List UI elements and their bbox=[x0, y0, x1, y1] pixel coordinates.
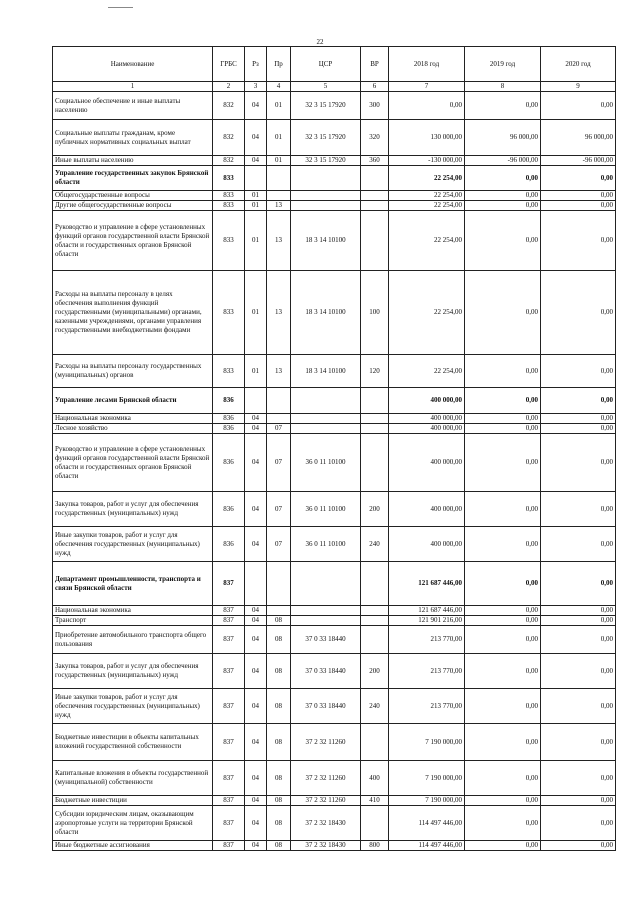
row-name: Лесное хозяйство bbox=[53, 424, 213, 434]
amount-2018: 130 000,00 bbox=[389, 120, 465, 156]
amount-2018: 0,00 bbox=[389, 92, 465, 120]
table-row bbox=[53, 654, 616, 689]
rz-cell: 04 bbox=[245, 606, 267, 616]
rz-cell: 04 bbox=[245, 761, 267, 796]
amount-2020: 0,00 bbox=[541, 211, 616, 271]
grbs-cell: 836 bbox=[213, 388, 245, 414]
amount-2018: 7 190 000,00 bbox=[389, 796, 465, 806]
grbs-cell: 837 bbox=[213, 796, 245, 806]
vr-cell bbox=[361, 211, 389, 271]
grbs-cell: 837 bbox=[213, 841, 245, 851]
header-cell: ГРБС bbox=[213, 47, 245, 82]
table-row bbox=[53, 527, 616, 562]
grbs-cell: 837 bbox=[213, 654, 245, 689]
header-cell: 2020 год bbox=[541, 47, 616, 82]
amount-2018: 7 190 000,00 bbox=[389, 724, 465, 761]
csr-cell bbox=[291, 606, 361, 616]
amount-2019: 0,00 bbox=[465, 211, 541, 271]
amount-2018: 400 000,00 bbox=[389, 527, 465, 562]
amount-2019: -96 000,00 bbox=[465, 156, 541, 166]
pr-cell: 01 bbox=[267, 156, 291, 166]
amount-2020: 0,00 bbox=[541, 201, 616, 211]
amount-2020: 0,00 bbox=[541, 761, 616, 796]
row-name: Управление лесами Брянской области bbox=[53, 388, 213, 414]
csr-cell bbox=[291, 388, 361, 414]
amount-2019: 0,00 bbox=[465, 689, 541, 724]
csr-cell: 32 3 15 17920 bbox=[291, 120, 361, 156]
amount-2020: 0,00 bbox=[541, 492, 616, 527]
column-number: 3 bbox=[245, 82, 267, 92]
amount-2020: 0,00 bbox=[541, 689, 616, 724]
header-cell: ВР bbox=[361, 47, 389, 82]
amount-2018: -130 000,00 bbox=[389, 156, 465, 166]
amount-2019: 96 000,00 bbox=[465, 120, 541, 156]
table-row bbox=[53, 689, 616, 724]
rz-cell: 04 bbox=[245, 724, 267, 761]
vr-cell: 300 bbox=[361, 92, 389, 120]
amount-2018: 400 000,00 bbox=[389, 424, 465, 434]
pr-cell: 07 bbox=[267, 492, 291, 527]
table-row bbox=[53, 355, 616, 388]
table-row bbox=[53, 414, 616, 424]
csr-cell: 37 2 32 11260 bbox=[291, 761, 361, 796]
amount-2020: 0,00 bbox=[541, 562, 616, 606]
amount-2019: 0,00 bbox=[465, 841, 541, 851]
column-number: 9 bbox=[541, 82, 616, 92]
table-row bbox=[53, 796, 616, 806]
amount-2020: 0,00 bbox=[541, 654, 616, 689]
amount-2019: 0,00 bbox=[465, 434, 541, 492]
column-number: 4 bbox=[267, 82, 291, 92]
csr-cell bbox=[291, 414, 361, 424]
pr-cell bbox=[267, 562, 291, 606]
csr-cell: 36 0 11 10100 bbox=[291, 527, 361, 562]
csr-cell bbox=[291, 166, 361, 191]
rz-cell bbox=[245, 388, 267, 414]
amount-2019: 0,00 bbox=[465, 724, 541, 761]
row-name: Приобретение автомобильного транспорта общего пользования bbox=[53, 626, 213, 654]
vr-cell bbox=[361, 616, 389, 626]
vr-cell bbox=[361, 414, 389, 424]
grbs-cell: 833 bbox=[213, 191, 245, 201]
csr-cell: 37 0 33 18440 bbox=[291, 654, 361, 689]
vr-cell bbox=[361, 201, 389, 211]
vr-cell: 200 bbox=[361, 492, 389, 527]
row-name: Другие общегосударственные вопросы bbox=[53, 201, 213, 211]
table-row bbox=[53, 761, 616, 796]
grbs-cell: 837 bbox=[213, 806, 245, 841]
csr-cell: 32 3 15 17920 bbox=[291, 156, 361, 166]
row-name: Иные закупки товаров, работ и услуг для обеспечения государственных (муниципальных) нужд bbox=[53, 689, 213, 724]
table-row bbox=[53, 806, 616, 841]
vr-cell bbox=[361, 434, 389, 492]
grbs-cell: 836 bbox=[213, 424, 245, 434]
grbs-cell: 833 bbox=[213, 166, 245, 191]
pr-cell: 07 bbox=[267, 434, 291, 492]
amount-2019: 0,00 bbox=[465, 191, 541, 201]
row-name: Бюджетные инвестиции bbox=[53, 796, 213, 806]
amount-2020: 0,00 bbox=[541, 806, 616, 841]
amount-2019: 0,00 bbox=[465, 424, 541, 434]
row-name: Общегосударственные вопросы bbox=[53, 191, 213, 201]
vr-cell bbox=[361, 388, 389, 414]
row-name: Национальная экономика bbox=[53, 606, 213, 616]
amount-2018: 22 254,00 bbox=[389, 271, 465, 355]
pr-cell: 08 bbox=[267, 796, 291, 806]
amount-2018: 22 254,00 bbox=[389, 211, 465, 271]
pr-cell: 08 bbox=[267, 689, 291, 724]
amount-2020: 96 000,00 bbox=[541, 120, 616, 156]
amount-2019: 0,00 bbox=[465, 166, 541, 191]
grbs-cell: 837 bbox=[213, 562, 245, 606]
amount-2019: 0,00 bbox=[465, 92, 541, 120]
csr-cell: 37 0 33 18440 bbox=[291, 689, 361, 724]
amount-2019: 0,00 bbox=[465, 806, 541, 841]
amount-2020: 0,00 bbox=[541, 527, 616, 562]
rz-cell: 04 bbox=[245, 616, 267, 626]
amount-2019: 0,00 bbox=[465, 414, 541, 424]
header-row bbox=[53, 47, 616, 82]
rz-cell: 04 bbox=[245, 806, 267, 841]
vr-cell bbox=[361, 562, 389, 606]
amount-2018: 121 687 446,00 bbox=[389, 562, 465, 606]
column-number: 5 bbox=[291, 82, 361, 92]
amount-2018: 114 497 446,00 bbox=[389, 806, 465, 841]
grbs-cell: 832 bbox=[213, 156, 245, 166]
pr-cell: 07 bbox=[267, 527, 291, 562]
csr-cell: 37 0 33 18440 bbox=[291, 626, 361, 654]
pr-cell: 08 bbox=[267, 654, 291, 689]
table-row bbox=[53, 271, 616, 355]
rz-cell: 04 bbox=[245, 654, 267, 689]
grbs-cell: 837 bbox=[213, 761, 245, 796]
row-name: Иные закупки товаров, работ и услуг для обеспечения государственных (муниципальных) нужд bbox=[53, 527, 213, 562]
amount-2020: 0,00 bbox=[541, 388, 616, 414]
rz-cell: 01 bbox=[245, 271, 267, 355]
table-row bbox=[53, 616, 616, 626]
table-row bbox=[53, 120, 616, 156]
vr-cell bbox=[361, 606, 389, 616]
rz-cell: 01 bbox=[245, 191, 267, 201]
csr-cell: 37 2 32 18430 bbox=[291, 806, 361, 841]
rz-cell: 01 bbox=[245, 211, 267, 271]
row-name: Управление государственных закупок Брянской области bbox=[53, 166, 213, 191]
table-row bbox=[53, 424, 616, 434]
grbs-cell: 833 bbox=[213, 211, 245, 271]
csr-cell: 18 3 14 10100 bbox=[291, 355, 361, 388]
rz-cell: 01 bbox=[245, 355, 267, 388]
vr-cell: 100 bbox=[361, 271, 389, 355]
row-name: Расходы на выплаты персоналу в целях обеспечения выполнения функций государственными (муниципальными) органами, казенными учреждениями, органами управления государственными внебюджетными фондами bbox=[53, 271, 213, 355]
table-row bbox=[53, 388, 616, 414]
row-name: Иные выплаты населению bbox=[53, 156, 213, 166]
csr-cell bbox=[291, 201, 361, 211]
amount-2020: 0,00 bbox=[541, 626, 616, 654]
amount-2019: 0,00 bbox=[465, 626, 541, 654]
table-row bbox=[53, 191, 616, 201]
pr-cell bbox=[267, 606, 291, 616]
vr-cell: 800 bbox=[361, 841, 389, 851]
pr-cell: 08 bbox=[267, 806, 291, 841]
amount-2019: 0,00 bbox=[465, 654, 541, 689]
rz-cell: 04 bbox=[245, 424, 267, 434]
amount-2020: -96 000,00 bbox=[541, 156, 616, 166]
rz-cell: 01 bbox=[245, 201, 267, 211]
vr-cell: 360 bbox=[361, 156, 389, 166]
pr-cell: 13 bbox=[267, 211, 291, 271]
row-name: Национальная экономика bbox=[53, 414, 213, 424]
header-cell: 2019 год bbox=[465, 47, 541, 82]
header-cell: 2018 год bbox=[389, 47, 465, 82]
pr-cell: 01 bbox=[267, 92, 291, 120]
pr-cell bbox=[267, 414, 291, 424]
column-number: 2 bbox=[213, 82, 245, 92]
csr-cell: 37 2 32 11260 bbox=[291, 724, 361, 761]
amount-2019: 0,00 bbox=[465, 562, 541, 606]
amount-2018: 22 254,00 bbox=[389, 201, 465, 211]
rz-cell: 04 bbox=[245, 414, 267, 424]
grbs-cell: 836 bbox=[213, 414, 245, 424]
csr-cell: 37 2 32 11260 bbox=[291, 796, 361, 806]
pr-cell: 13 bbox=[267, 201, 291, 211]
row-name: Социальные выплаты гражданам, кроме публичных нормативных социальных выплат bbox=[53, 120, 213, 156]
table-row bbox=[53, 92, 616, 120]
rz-cell bbox=[245, 562, 267, 606]
amount-2018: 213 770,00 bbox=[389, 689, 465, 724]
row-name: Капитальные вложения в объекты государственной (муниципальной) собственности bbox=[53, 761, 213, 796]
row-name: Социальное обеспечение и иные выплаты населению bbox=[53, 92, 213, 120]
amount-2018: 213 770,00 bbox=[389, 654, 465, 689]
row-name: Департамент промышленности, транспорта и связи Брянской области bbox=[53, 562, 213, 606]
row-name: Руководство и управление в сфере установленных функций органов государственной власти Брянской области и государственных органов Брянской области bbox=[53, 434, 213, 492]
table-row bbox=[53, 492, 616, 527]
csr-cell: 18 3 14 10100 bbox=[291, 211, 361, 271]
csr-cell bbox=[291, 562, 361, 606]
table-row bbox=[53, 434, 616, 492]
column-number: 8 bbox=[465, 82, 541, 92]
vr-cell bbox=[361, 806, 389, 841]
amount-2019: 0,00 bbox=[465, 388, 541, 414]
pr-cell: 13 bbox=[267, 271, 291, 355]
vr-cell: 240 bbox=[361, 527, 389, 562]
pr-cell: 08 bbox=[267, 626, 291, 654]
csr-cell: 37 2 32 18430 bbox=[291, 841, 361, 851]
header-cell: Рз bbox=[245, 47, 267, 82]
grbs-cell: 836 bbox=[213, 434, 245, 492]
pr-cell: 13 bbox=[267, 355, 291, 388]
grbs-cell: 833 bbox=[213, 201, 245, 211]
pr-cell: 01 bbox=[267, 120, 291, 156]
row-name: Расходы на выплаты персоналу государственных (муниципальных) органов bbox=[53, 355, 213, 388]
amount-2019: 0,00 bbox=[465, 271, 541, 355]
vr-cell: 320 bbox=[361, 120, 389, 156]
column-number: 6 bbox=[361, 82, 389, 92]
amount-2020: 0,00 bbox=[541, 616, 616, 626]
rz-cell: 04 bbox=[245, 492, 267, 527]
table-row bbox=[53, 562, 616, 606]
pr-cell bbox=[267, 166, 291, 191]
row-name: Транспорт bbox=[53, 616, 213, 626]
grbs-cell: 833 bbox=[213, 271, 245, 355]
rz-cell bbox=[245, 166, 267, 191]
pr-cell bbox=[267, 191, 291, 201]
amount-2020: 0,00 bbox=[541, 724, 616, 761]
amount-2018: 22 254,00 bbox=[389, 355, 465, 388]
csr-cell: 18 3 14 10100 bbox=[291, 271, 361, 355]
grbs-cell: 837 bbox=[213, 606, 245, 616]
amount-2019: 0,00 bbox=[465, 492, 541, 527]
vr-cell: 410 bbox=[361, 796, 389, 806]
amount-2020: 0,00 bbox=[541, 166, 616, 191]
table-row bbox=[53, 166, 616, 191]
vr-cell bbox=[361, 724, 389, 761]
grbs-cell: 837 bbox=[213, 689, 245, 724]
grbs-cell: 837 bbox=[213, 626, 245, 654]
amount-2020: 0,00 bbox=[541, 191, 616, 201]
pr-cell bbox=[267, 388, 291, 414]
rz-cell: 04 bbox=[245, 527, 267, 562]
scan-mark bbox=[108, 7, 133, 8]
rz-cell: 04 bbox=[245, 796, 267, 806]
pr-cell: 08 bbox=[267, 616, 291, 626]
row-name: Закупка товаров, работ и услуг для обеспечения государственных (муниципальных) нужд bbox=[53, 492, 213, 527]
budget-table bbox=[52, 46, 616, 851]
amount-2018: 22 254,00 bbox=[389, 166, 465, 191]
csr-cell bbox=[291, 424, 361, 434]
amount-2018: 400 000,00 bbox=[389, 434, 465, 492]
column-number: 7 bbox=[389, 82, 465, 92]
grbs-cell: 836 bbox=[213, 492, 245, 527]
csr-cell: 36 0 11 10100 bbox=[291, 492, 361, 527]
csr-cell bbox=[291, 191, 361, 201]
amount-2020: 0,00 bbox=[541, 414, 616, 424]
vr-cell: 200 bbox=[361, 654, 389, 689]
grbs-cell: 836 bbox=[213, 527, 245, 562]
amount-2018: 22 254,00 bbox=[389, 191, 465, 201]
amount-2018: 213 770,00 bbox=[389, 626, 465, 654]
grbs-cell: 833 bbox=[213, 355, 245, 388]
csr-cell: 32 3 15 17920 bbox=[291, 92, 361, 120]
table-row bbox=[53, 626, 616, 654]
vr-cell bbox=[361, 626, 389, 654]
header-cell: Наименование bbox=[53, 47, 213, 82]
amount-2018: 121 901 216,00 bbox=[389, 616, 465, 626]
amount-2020: 0,00 bbox=[541, 355, 616, 388]
table-body bbox=[53, 92, 616, 851]
amount-2019: 0,00 bbox=[465, 616, 541, 626]
amount-2019: 0,00 bbox=[465, 796, 541, 806]
table-row bbox=[53, 211, 616, 271]
amount-2018: 7 190 000,00 bbox=[389, 761, 465, 796]
pr-cell: 07 bbox=[267, 424, 291, 434]
vr-cell: 400 bbox=[361, 761, 389, 796]
row-name: Субсидии юридическим лицам, оказывающим аэропортовые услуги на территории Брянской области bbox=[53, 806, 213, 841]
vr-cell: 240 bbox=[361, 689, 389, 724]
header-cell: Пр bbox=[267, 47, 291, 82]
rz-cell: 04 bbox=[245, 434, 267, 492]
amount-2020: 0,00 bbox=[541, 271, 616, 355]
amount-2018: 114 497 446,00 bbox=[389, 841, 465, 851]
column-number: 1 bbox=[53, 82, 213, 92]
row-name: Иные бюджетные ассигнования bbox=[53, 841, 213, 851]
grbs-cell: 837 bbox=[213, 616, 245, 626]
rz-cell: 04 bbox=[245, 156, 267, 166]
vr-cell bbox=[361, 191, 389, 201]
pr-cell: 08 bbox=[267, 841, 291, 851]
csr-cell bbox=[291, 616, 361, 626]
pr-cell: 08 bbox=[267, 724, 291, 761]
table-row bbox=[53, 156, 616, 166]
rz-cell: 04 bbox=[245, 841, 267, 851]
amount-2020: 0,00 bbox=[541, 796, 616, 806]
amount-2019: 0,00 bbox=[465, 527, 541, 562]
amount-2020: 0,00 bbox=[541, 434, 616, 492]
csr-cell: 36 0 11 10100 bbox=[291, 434, 361, 492]
amount-2018: 400 000,00 bbox=[389, 492, 465, 527]
table-row bbox=[53, 724, 616, 761]
grbs-cell: 832 bbox=[213, 92, 245, 120]
rz-cell: 04 bbox=[245, 120, 267, 156]
amount-2019: 0,00 bbox=[465, 355, 541, 388]
amount-2020: 0,00 bbox=[541, 606, 616, 616]
amount-2019: 0,00 bbox=[465, 606, 541, 616]
table-row bbox=[53, 606, 616, 616]
grbs-cell: 832 bbox=[213, 120, 245, 156]
amount-2019: 0,00 bbox=[465, 201, 541, 211]
column-number-row bbox=[53, 82, 616, 92]
amount-2018: 400 000,00 bbox=[389, 414, 465, 424]
table-row bbox=[53, 201, 616, 211]
rz-cell: 04 bbox=[245, 689, 267, 724]
vr-cell bbox=[361, 166, 389, 191]
amount-2020: 0,00 bbox=[541, 841, 616, 851]
grbs-cell: 837 bbox=[213, 724, 245, 761]
row-name: Руководство и управление в сфере установленных функций органов государственной власти Брянской области и государственных органов Брянской области bbox=[53, 211, 213, 271]
rz-cell: 04 bbox=[245, 92, 267, 120]
page-number: 22 bbox=[316, 38, 324, 46]
row-name: Закупка товаров, работ и услуг для обеспечения государственных (муниципальных) нужд bbox=[53, 654, 213, 689]
table-row bbox=[53, 841, 616, 851]
amount-2018: 121 687 446,00 bbox=[389, 606, 465, 616]
amount-2020: 0,00 bbox=[541, 424, 616, 434]
pr-cell: 08 bbox=[267, 761, 291, 796]
header-cell: ЦСР bbox=[291, 47, 361, 82]
amount-2018: 400 000,00 bbox=[389, 388, 465, 414]
vr-cell: 120 bbox=[361, 355, 389, 388]
amount-2019: 0,00 bbox=[465, 761, 541, 796]
amount-2020: 0,00 bbox=[541, 92, 616, 120]
vr-cell bbox=[361, 424, 389, 434]
row-name: Бюджетные инвестиции в объекты капитальных вложений государственной собственности bbox=[53, 724, 213, 761]
rz-cell: 04 bbox=[245, 626, 267, 654]
